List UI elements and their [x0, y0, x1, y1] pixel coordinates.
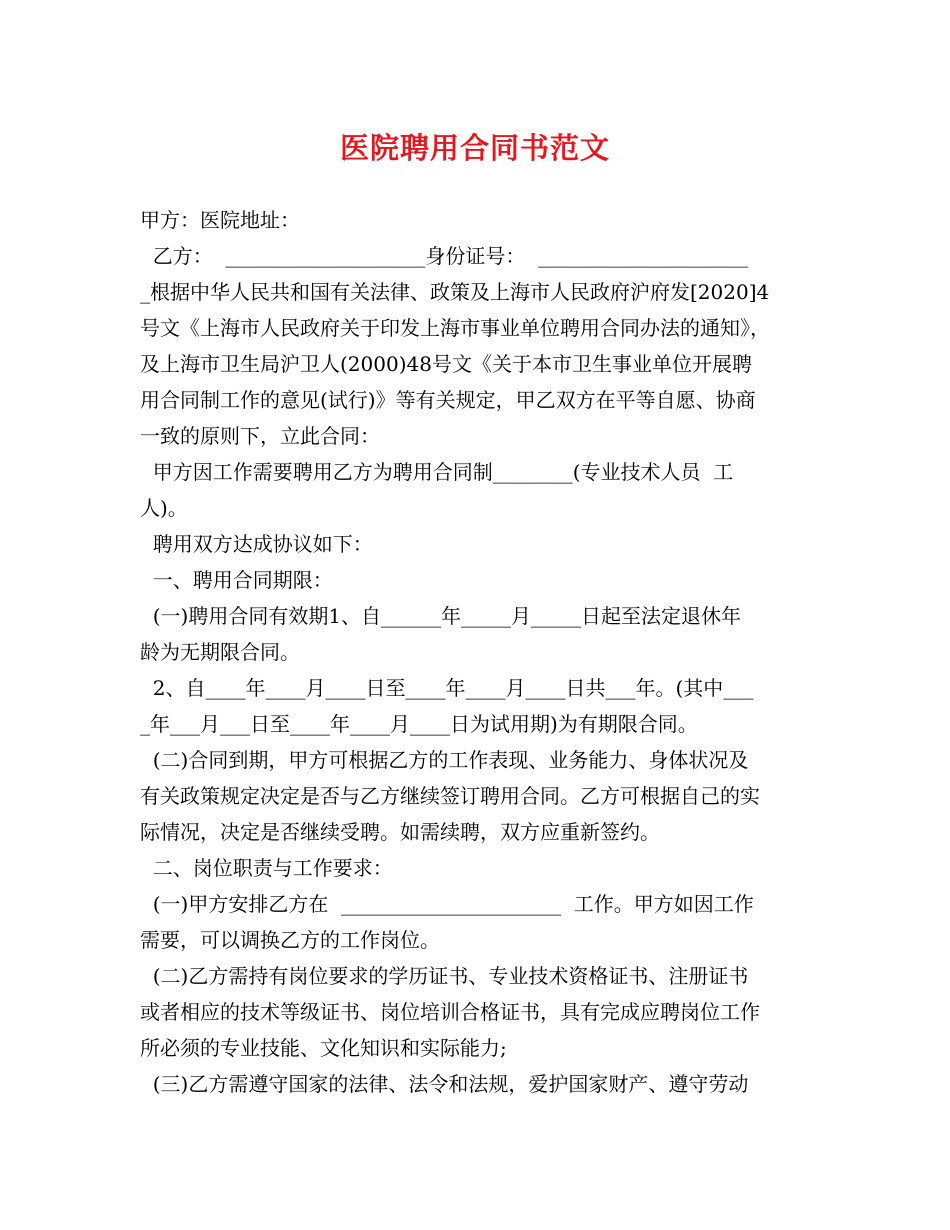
body-line: 甲方：医院地址： [140, 208, 300, 232]
body-line: 际情况，决定是否继续受聘。如需续聘，双方应重新签约。 [140, 820, 660, 844]
body-line: 号文《上海市人民政府关于印发上海市事业单位聘用合同办法的通知》， [140, 316, 770, 340]
body-line: 有关政策规定决定是否与乙方继续签订聘用合同。乙方可根据自己的实 [140, 784, 760, 808]
body-line: 需要，可以调换乙方的工作岗位。 [140, 928, 440, 952]
document-title: 医院聘用合同书范文 [339, 131, 610, 165]
body-line: (三)乙方需遵守国家的法律、法令和法规，爱护国家财产、遵守劳动 [140, 1072, 749, 1096]
body-line: (二)乙方需持有岗位要求的学历证书、专业技术资格证书、注册证书 [140, 964, 749, 988]
body-line: 龄为无期限合同。 [140, 640, 300, 664]
body-line: 及上海市卫生局沪卫人(2000)48号文《关于本市卫生事业单位开展聘 [140, 352, 752, 376]
body-line: (一)聘用合同有效期1、自______年_____月_____日起至法定退休年 [140, 604, 742, 628]
body-line: (一)甲方安排乙方在 ______________________ 工作。甲方如因工作 [140, 892, 754, 916]
body-line: 一、聘用合同期限： [140, 568, 333, 592]
body-line: 所必须的专业技能、文化知识和实际能力; [140, 1036, 507, 1060]
body-line: _根据中华人民共和国有关法律、政策及上海市人民政府沪府发[2020]4 [140, 280, 770, 304]
body-line: 2、自____年____月____日至____年____月____日共___年。(其中___ [140, 676, 754, 700]
body-line: 或者相应的技术等级证书、岗位培训合格证书，具有完成应聘岗位工作 [140, 1000, 760, 1024]
body-line: 人)。 [140, 496, 188, 520]
body-line: 用合同制工作的意见(试行)》等有关规定，甲乙双方在平等自愿、协商 [140, 388, 756, 412]
body-line: 聘用双方达成协议如下： [140, 532, 373, 556]
body-line: 乙方： ____________________身份证号： _____________________ [140, 244, 749, 268]
body-line: 二、岗位职责与工作要求： [140, 856, 393, 880]
body-line: 一致的原则下，立此合同： [140, 424, 380, 448]
body-line: _年___月___日至____年____月____日为试用期)为有期限合同。 [140, 712, 698, 736]
body-line: (二)合同到期，甲方可根据乙方的工作表现、业务能力、身体状况及 [140, 748, 749, 772]
body-line: 甲方因工作需要聘用乙方为聘用合同制________(专业技术人员 工 [140, 460, 734, 484]
